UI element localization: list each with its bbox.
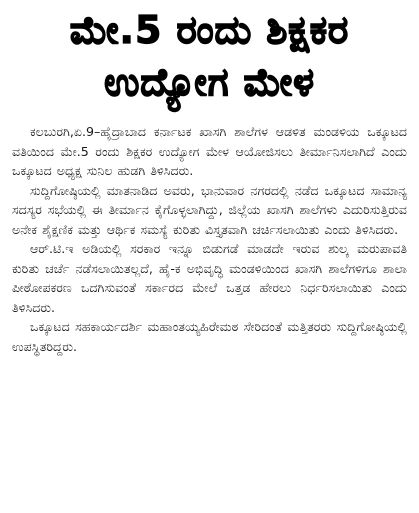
article-paragraph-2: ಸುದ್ದಿಗೋಷ್ಠಿಯಲ್ಲಿ ಮಾತನಾಡಿದ ಅವರು, ಭಾನುವಾರ ನಗರದಲ್ಲಿ ನಡೆದ ಒಕ್ಕೂಟದ ಸಾಮಾನ್ಯ ಸದಸ್ಯರ ಸಭೆಯಲ್ಲಿ ಈ ತೀರ್ಮಾನ ಕೈಗೊಳ್ಳಲಾಗಿದ್ದು, ಜಿಲ್ಲೆಯ ಖಾಸಗಿ ಶಾಲೆಗಳು ಎದುರಿಸುತ್ತಿರುವ ಅನೇಕ ಶೈಕ್ಷಣಿಕ ಮತ್ತು ಆರ್ಥಿಕ ಸಮಸ್ಯೆ ಕುರಿತು ವಿಸ್ತೃತವಾಗಿ ಚರ್ಚಿಸಲಾಯಿತು ಎಂದು ತಿಳಿಸಿದರು. [12, 182, 407, 237]
article-paragraph-4: ಒಕ್ಕೂಟದ ಸಹಕಾರ್ಯದರ್ಶಿ ಮಹಾಂತಯ್ಯಹಿರೇಮಠ ಸೇರಿದಂತೆ ಮತ್ತಿತರರು ಸುದ್ದಿಗೋಷ್ಠಿಯಲ್ಲಿ ಉಪಸ್ಥಿತರಿದ್ದರು. [12, 319, 407, 354]
headline-line-1: ಮೇ.5 ರಂದು ಶಿಕ್ಷಕರ [69, 8, 350, 52]
article-paragraph-3: ಆರ್.ಟಿ.ಇ ಅಡಿಯಲ್ಲಿ ಸರಕಾರ ಇನ್ನೂ ಬಿಡುಗಡೆ ಮಾಡದೇ ಇರುವ ಶುಲ್ಕ ಮರುಪಾವತಿ ಕುರಿತು ಚರ್ಚೆ ನಡೆಸಲಾಯಿತಲ್ಲದೆ, ಹೈ-ಕ ಅಭಿವೃದ್ಧಿ ಮಂಡಳಿಯಿಂದ ಖಾಸಗಿ ಶಾಲೆಗಳಿಗೂ ಶಾಲಾ ಪೀಠೋಪಕರಣ ಒದಗಿಸುವಂತೆ ಸರ್ಕಾರದ ಮೇಲೆ ಒತ್ತಡ ಹೇರಲು ನಿರ್ಧರಿಸಲಾಯಿತು ಎಂದು ತಿಳಿಸಿದರು. [12, 241, 407, 315]
article-body [12, 122, 407, 356]
article-paragraph-1: ಕಲಬುರಗಿ,ಏ.9–ಹೈದ್ರಾಬಾದ ಕರ್ನಾಟಕ ಖಾಸಗಿ ಶಾಲೆಗಳ ಆಡಳಿತ ಮಂಡಳಿಯ ಒಕ್ಕೂಟದ ವತಿಯಿಂದ ಮೇ.5 ರಂದು ಶಿಕ್ಷಕರ ಉದ್ಯೋಗ ಮೇಳ ಆಯೋಜಿಸಲು ತೀರ್ಮಾನಿಸಲಾಗಿದೆ ಎಂದು ಒಕ್ಕೂಟದ ಅಧ್ಯಕ್ಷ ಸುನಿಲ ಹುಡಗಿ ತಿಳಿಸಿದರು. [12, 124, 407, 178]
headline-line-2: ಉದ್ಯೋಗ ಮೇಳ [104, 60, 315, 104]
headline [12, 4, 407, 108]
